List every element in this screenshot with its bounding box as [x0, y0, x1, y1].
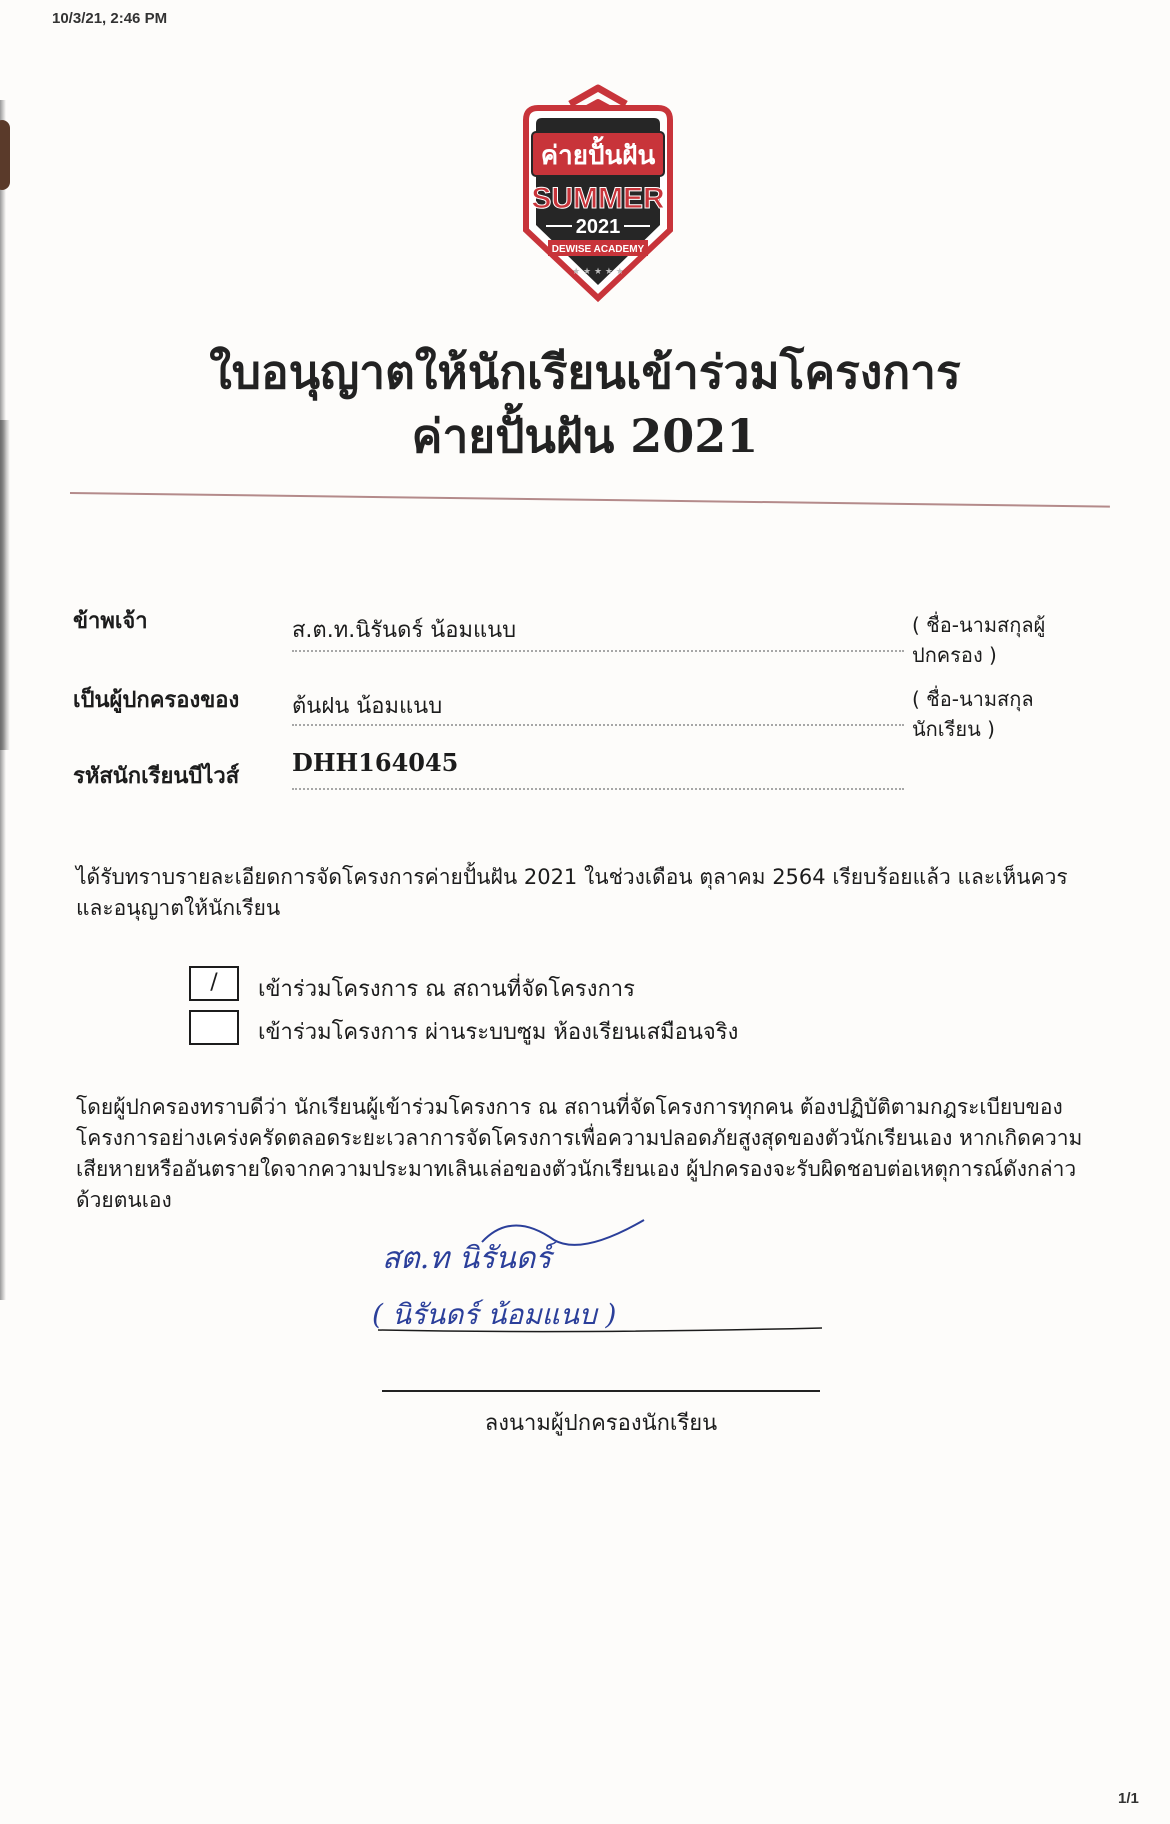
- logo-stars: ★ ★ ★ ★ ★: [572, 267, 624, 277]
- student-id-line: [292, 788, 904, 790]
- guardian-signature: [372, 1212, 842, 1342]
- online-checkbox[interactable]: [189, 1010, 239, 1045]
- student-name-note: ( ชื่อ-นามสกุลนักเรียน ): [912, 687, 1034, 741]
- document-title: ใบอนุญาตให้นักเรียนเข้าร่วมโครงการ: [209, 345, 961, 399]
- camp-logo-badge: [518, 80, 678, 305]
- student-name-value: ต้นฝน น้อมแนบ: [292, 694, 443, 719]
- logo-title-thai: ค่ายปั้นฝัน: [540, 141, 656, 171]
- guardian-name-label: ข้าพเจ้า: [73, 609, 148, 634]
- student-id-value: DHH164045: [292, 748, 459, 777]
- header-divider: [70, 492, 1110, 508]
- student-id-label: รหัสนักเรียนบีไวส์: [73, 764, 240, 789]
- online-option-label: เข้าร่วมโครงการ ผ่านระบบซูม ห้องเรียนเสมือนจริง: [258, 1020, 739, 1045]
- student-name-label: เป็นผู้ปกครองของ: [73, 688, 240, 713]
- document-subtitle: ค่ายปั้นฝัน 2021: [411, 409, 759, 463]
- guardian-name-note: ( ชื่อ-นามสกุลผู้ปกครอง ): [912, 613, 1046, 667]
- signature-line: [382, 1390, 820, 1392]
- signature-line-1: สต.ท นิรันดร์: [382, 1241, 552, 1276]
- logo-summer: SUMMER: [531, 182, 665, 215]
- logo-year: 2021: [575, 216, 621, 238]
- signature-caption: ลงนามผู้ปกครองนักเรียน: [484, 1411, 718, 1436]
- onsite-option-label: เข้าร่วมโครงการ ณ สถานที่จัดโครงการ: [258, 977, 635, 1002]
- terms-text: โดยผู้ปกครองทราบดีว่า นักเรียนผู้เข้าร่วมโครงการ ณ สถานที่จัดโครงการทุกคน ต้องปฏิบัติตามกฎระเบียบของโครงการอย่างเคร่งครัดตลอดระยะเวลาการจัดโครงการเพื่อความปลอดภัยสูงสุดของตัวนักเรียนเอง หากเกิดความเสียหายหรืออันตรายใดจากความประมาทเลินเล่อของตัวนักเรียนเอง ผู้ปกครองจะรับผิดชอบต่อเหตุการณ์ดังกล่าวด้วยตนเอง: [76, 1095, 1083, 1212]
- print-timestamp: 10/3/21, 2:46 PM: [52, 10, 168, 27]
- page-number: 1/1: [1118, 1790, 1139, 1807]
- student-name-line: [292, 724, 904, 726]
- scan-edge-mark: [0, 120, 10, 190]
- acknowledgement-text: ได้รับทราบรายละเอียดการจัดโครงการค่ายปั้นฝัน 2021 ในช่วงเดือน ตุลาคม 2564 เรียบร้อยแล้ว และเห็นควรและอนุญาตให้นักเรียน: [76, 865, 1068, 920]
- logo-academy: DEWISE ACADEMY: [551, 244, 645, 255]
- guardian-name-value: ส.ต.ท.นิรันดร์ น้อมแนบ: [292, 618, 517, 643]
- signature-line-2: ( นิรันดร์ น้อมแนบ ): [372, 1298, 617, 1331]
- guardian-name-line: [292, 650, 904, 652]
- onsite-checkbox[interactable]: /: [189, 966, 239, 1001]
